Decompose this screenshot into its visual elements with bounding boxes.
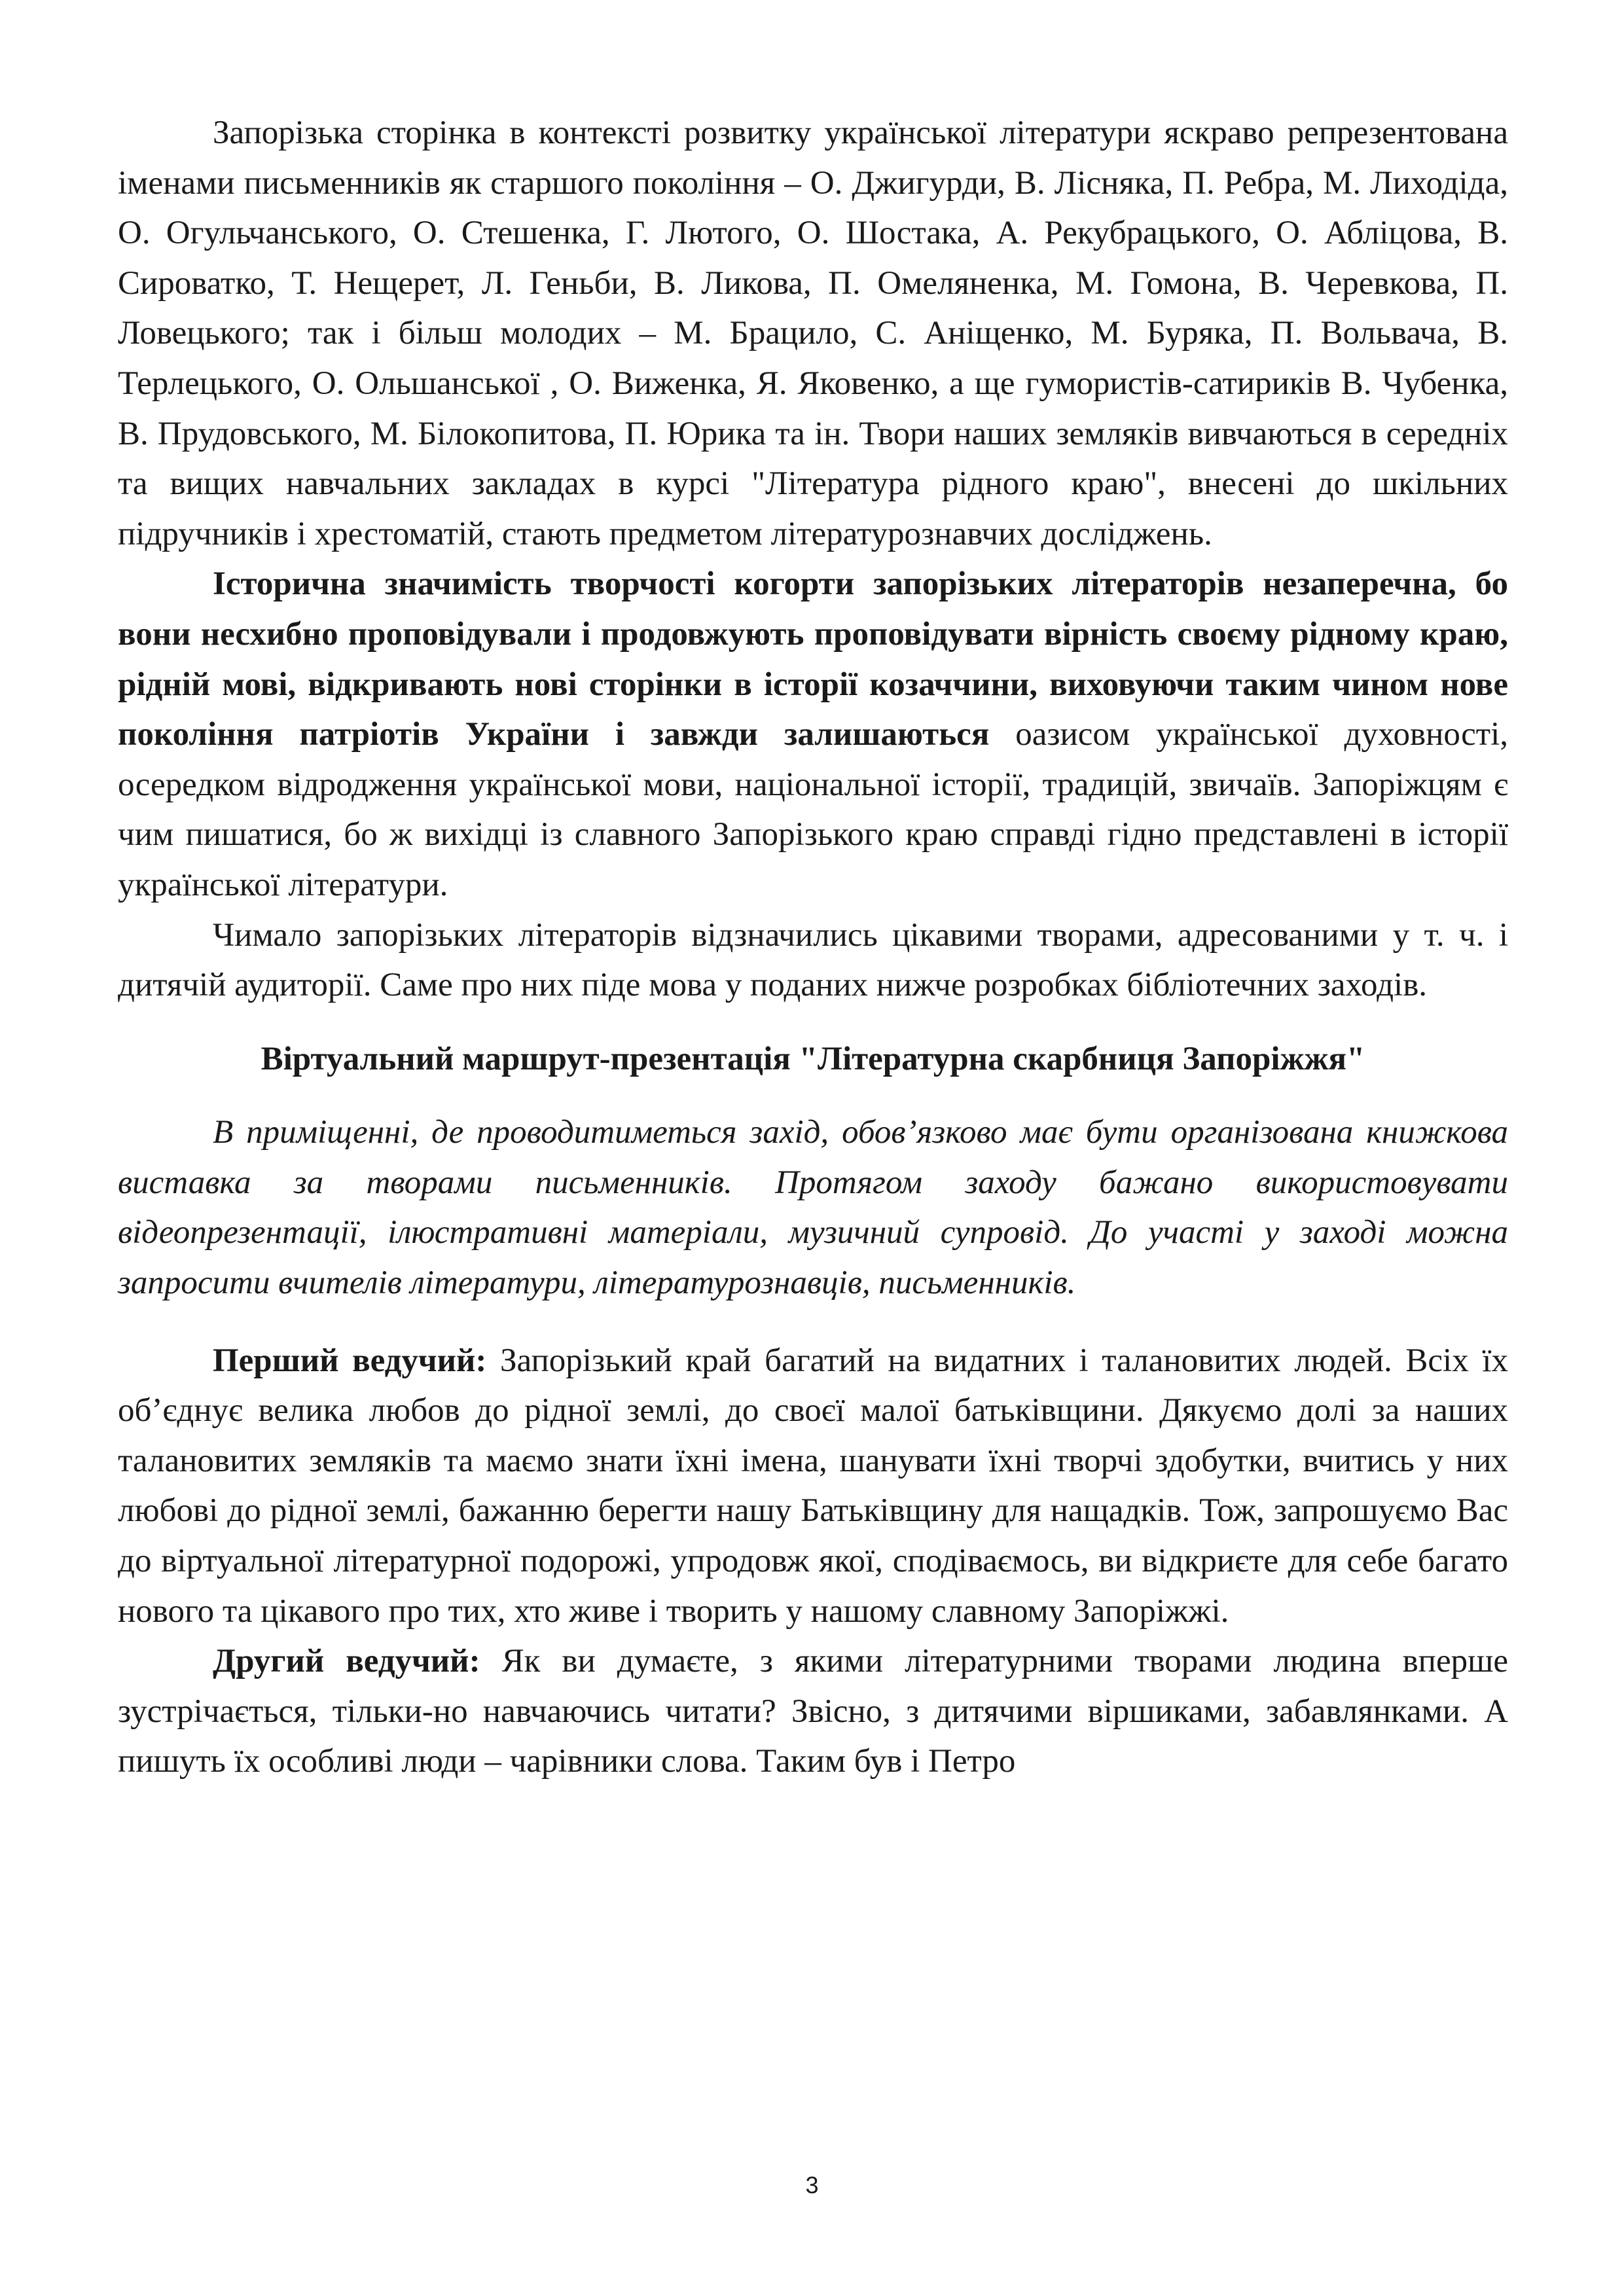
speaker-two-paragraph <box>118 1636 1508 1787</box>
paragraph-children-works: Чимало запорізьких літераторів відзначились цікавими творами, адресованими у т. ч. і дитячій аудиторії. Саме про них піде мова у поданих нижче розробках бібліотечних заходів. <box>118 916 1508 1004</box>
paragraph-significance <box>118 559 1508 910</box>
document-page <box>118 108 1508 1787</box>
paragraph-significance-rest: оазисом української духовності, осередком відродження української мови, національної історії, традицій, звичаїв. Запоріжцям є чим пишатися, бо ж вихідці із славного Запорізького краю справді гідно представлені в історії української літератури. <box>118 716 1508 903</box>
speaker-one-text: Запорізький край багатий на видатних і талановитих людей. Всіх їх об’єднує велика любов до рідної землі, до своєї малої батьківщини. Дякуємо долі за наших талановитих земляків та маємо знати їхні імена, шанувати їхні творчі здобутки, вчитись у них любові до рідної землі, бажанню берегти нашу Батьківщину для нащадків. Тож, запрошуємо Вас до віртуальної літературної подорожі, упродовж якої, сподіваємось, ви відкриєте для себе багато нового та цікавого про тих, хто живе і творить у нашому славному Запоріжжі. <box>118 1342 1508 1630</box>
speaker-two-text: Як ви думаєте, з якими літературними творами людина вперше зустрічається, тільки-но навчаючись читати? Звісно, з дитячими віршиками, забавлянками. А пишуть їх особливі люди – чарівники слова. Таким був і Петро <box>118 1643 1508 1780</box>
spacer <box>118 1084 1508 1107</box>
speaker-two-label: Другий ведучий: <box>213 1643 480 1680</box>
spacer <box>118 1011 1508 1034</box>
section-heading: Віртуальний маршрут-презентація "Літературна скарбниця Запоріжжя" <box>261 1040 1365 1077</box>
paragraph-significance-bold: Історична значимість творчості когорти запорізьких літераторів незаперечна, бо вони несхибно проповідували і продовжують проповідувати вірність своєму рідному краю, рідній мові, відкривають нові сторінки в історії козаччини, виховуючи таким чином нове покоління патріотів України і завжди залишаються <box>118 565 1508 753</box>
speaker-one-paragraph <box>118 1336 1508 1637</box>
speaker-one-label: Перший ведучий: <box>213 1342 487 1379</box>
spacer <box>118 1308 1508 1336</box>
page-number: 3 <box>805 2172 819 2198</box>
paragraph-intro: Запорізька сторінка в контексті розвитку української літератури яскраво репрезентована іменами письменників як старшого покоління – О. Джигурди, В. Лісняка, П. Ребра, М. Лиходіда, О. Огульчанського, О. Стешенка, Г. Лютого, О. Шостака, А. Рекубрацького, О. Абліцова, В. Сироватко, Т. Нещерет, Л. Геньби, В. Ликова, П. Омеляненка, М. Гомона, В. Черевкова, П. Ловецького; так і більш молодих – М. Брацило, С. Аніщенко, М. Буряка, П. Вольвача, В. Терлецького, О. Ольшанської , О. Виженка, Я. Яковенко, а ще гумористів-сатириків В. Чубенка, В. Прудовського, М. Білокопитова, П. Юрика та ін. Твори наших земляків вивчаються в середніх та вищих навчальних закладах в курсі "Література рідного краю", внесені до шкільних підручників і хрестоматій, стають предметом літературознавчих досліджень. <box>118 115 1508 552</box>
event-note: В приміщенні, де проводитиметься захід, обов’язково має бути організована книжкова виставка за творами письменників. Протягом заходу бажано використовувати відеопрезентації, ілюстративні матеріали, музичний супровід. До участі у заході можна запросити вчителів літератури, літературознавців, письменників. <box>118 1114 1508 1302</box>
